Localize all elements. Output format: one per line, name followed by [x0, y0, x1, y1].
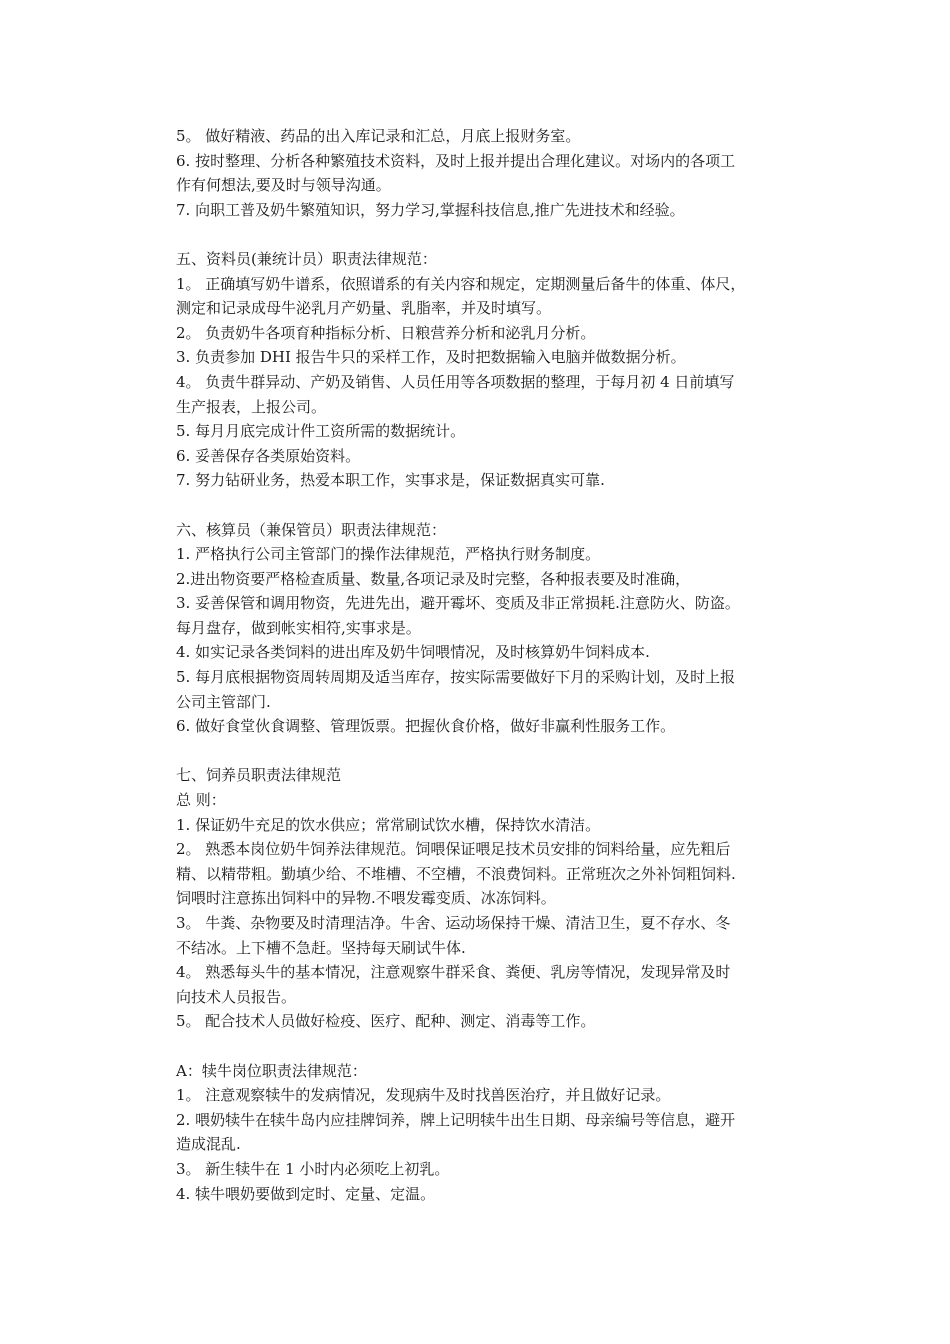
text-line: 4. 如实记录各类饲料的进出库及奶牛饲喂情况，及时核算奶牛饲料成本. — [176, 643, 650, 662]
blank-line — [176, 493, 820, 518]
text-line: 精、以精带粗。勤填少给、不堆槽、不空槽，不浪费饲料。正常班次之外补饲粗饲料. — [176, 864, 736, 883]
document-page — [176, 124, 820, 1206]
text-line: 4。 熟悉每头牛的基本情况，注意观察牛群采食、粪便、乳房等情况，发现异常及时 — [176, 963, 731, 982]
text-line: 生产报表，上报公司。 — [176, 397, 327, 416]
blank-line — [176, 739, 820, 764]
text-line: 5. 每月月底完成计件工资所需的数据统计。 — [176, 422, 466, 441]
text-line: 1。 正确填写奶牛谱系，依照谱系的有关内容和规定，定期测量后备牛的体重、体尺， — [176, 274, 746, 293]
text-line: 五、资料员(兼统计员）职责法律规范： — [176, 249, 437, 268]
text-line: 2。 负责奶牛各项育种指标分析、日粮营养分析和泌乳月分析。 — [176, 323, 596, 342]
text-line: 1. 保证奶牛充足的饮水供应；常常刷试饮水槽，保持饮水清洁。 — [176, 815, 601, 834]
text-line: 4。 负责牛群异动、产奶及销售、人员任用等各项数据的整理，于每月初 4 日前填写 — [176, 372, 735, 391]
text-line: 2。 熟悉本岗位奶牛饲养法律规范。饲喂保证喂足技术员安排的饲料给量，应先粗后 — [176, 840, 731, 859]
text-line: 向技术人员报告。 — [176, 987, 297, 1006]
text-line: 不结冰。上下槽不急赶。坚持每天刷试牛体. — [176, 938, 466, 957]
text-line: 3。 新生犊牛在 1 小时内必须吃上初乳。 — [176, 1159, 450, 1178]
text-line: 5. 每月底根据物资周转周期及适当库存，按实际需要做好下月的采购计划，及时上报 — [176, 668, 736, 687]
text-line: 6. 按时整理、分析各种繁殖技术资料，及时上报并提出合理化建议。对场内的各项工 — [176, 151, 736, 170]
text-line: 2. 喂奶犊牛在犊牛岛内应挂牌饲养，牌上记明犊牛出生日期、母亲编号等信息，避开 — [176, 1110, 736, 1129]
text-line: 七、饲养员职责法律规范 — [176, 766, 342, 785]
text-line: 3。 牛粪、杂物要及时清理洁净。牛舍、运动场保持干燥、清洁卫生，夏不存水、冬 — [176, 914, 731, 932]
blank-line — [176, 222, 820, 247]
text-line: 饲喂时注意拣出饲料中的异物.不喂发霉变质、冰冻饲料。 — [176, 889, 556, 908]
text-line: 5。 做好精液、药品的出入库记录和汇总，月底上报财务室。 — [176, 127, 581, 145]
text-line: 2.进出物资要严格检查质量、数量,各项记录及时完整，各种报表要及时准确， — [176, 569, 691, 588]
text-line: 3. 负责参加 DHI 报告牛只的采样工作，及时把数据输入电脑并做数据分析。 — [176, 348, 686, 367]
text-line: 1。 注意观察犊牛的发病情况，发现病牛及时找兽医治疗，并且做好记录。 — [176, 1086, 671, 1105]
text-line: 4. 犊牛喂奶要做到定时、定量、定温。 — [176, 1184, 436, 1203]
text-line: 5。 配合技术人员做好检疫、医疗、配种、测定、消毒等工作。 — [176, 1012, 596, 1031]
text-line: 造成混乱. — [176, 1135, 241, 1154]
text-line: 7. 向职工普及奶牛繁殖知识，努力学习,掌握科技信息,推广先进技术和经验。 — [176, 200, 685, 219]
text-line: 3. 妥善保管和调用物资，先进先出，避开霉坏、变质及非正常损耗.注意防火、防盗。 — [176, 594, 740, 613]
text-line: 公司主管部门. — [176, 692, 271, 711]
text-line: A：犊牛岗位职责法律规范： — [176, 1061, 367, 1080]
text-line: 7. 努力钻研业务，热爱本职工作，实事求是，保证数据真实可靠. — [176, 471, 605, 490]
text-line: 总 则： — [176, 791, 226, 810]
text-line: 每月盘存，做到帐实相符,实事求是。 — [176, 618, 421, 637]
text-line: 测定和记录成母牛泌乳月产奶量、乳脂率，并及时填写。 — [176, 299, 552, 318]
text-line: 作有何想法,要及时与领导沟通。 — [176, 176, 391, 195]
text-line: 六、核算员（兼保管员）职责法律规范： — [176, 520, 447, 539]
text-line: 6. 做好食堂伙食调整、管理饭票。把握伙食价格，做好非赢利性服务工作。 — [176, 717, 676, 736]
text-line: 6. 妥善保存各类原始资料。 — [176, 446, 361, 465]
text-line: 1. 严格执行公司主管部门的操作法律规范，严格执行财务制度。 — [176, 545, 601, 564]
blank-line — [176, 1034, 820, 1059]
